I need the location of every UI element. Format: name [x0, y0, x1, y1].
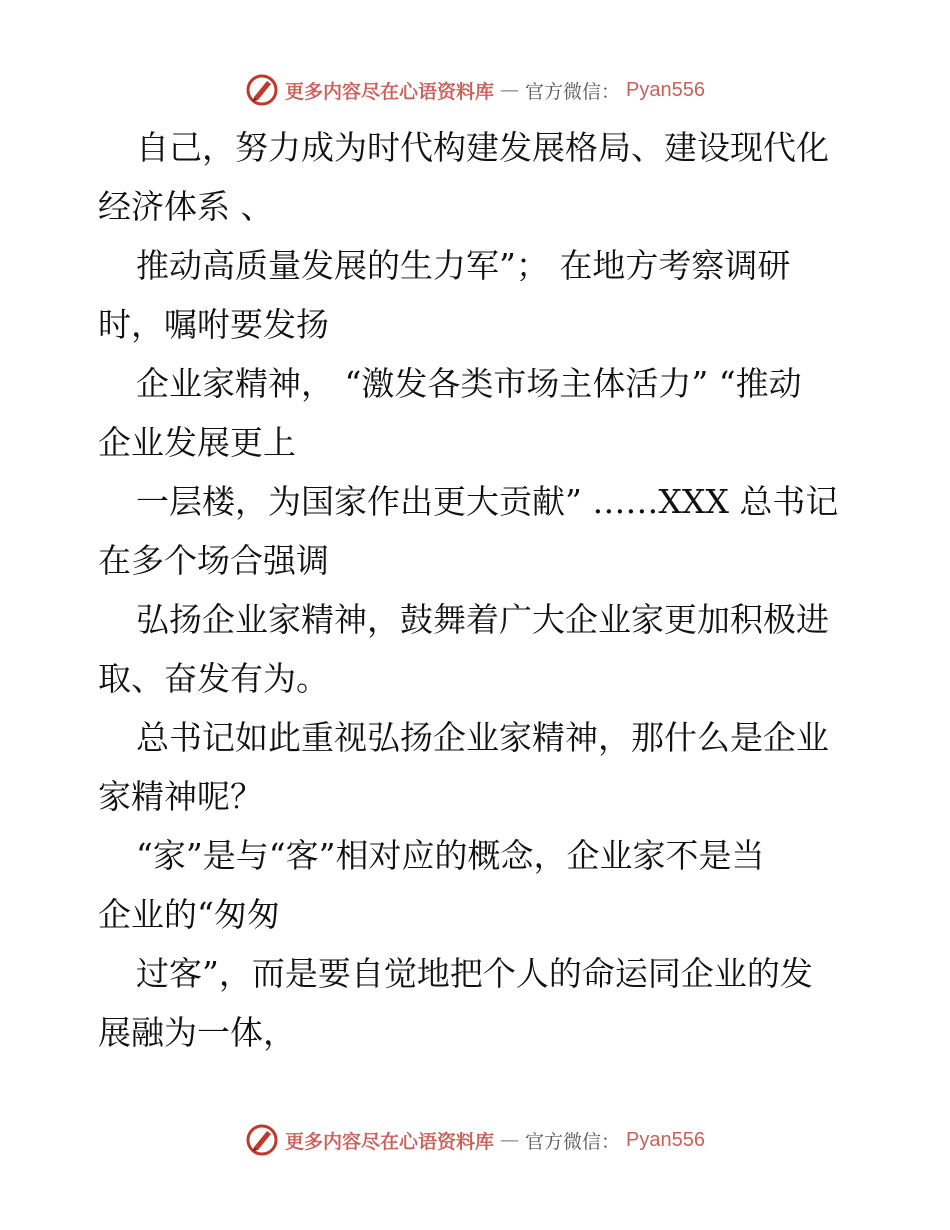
body-line: 企业家精神， “激发各类市场主体活力” “推动: [136, 364, 802, 403]
body-line: 企业的“匆匆: [98, 895, 280, 934]
watermark-text: 更多内容尽在心语资料库: [285, 1130, 495, 1153]
body-line: 自己，努力成为时代构建发展格局、建设现代化: [136, 128, 829, 167]
watermark-group: [245, 1123, 705, 1157]
body-line: 过客”，而是要自觉地把个人的命运同企业的发: [136, 954, 813, 993]
body-line: 企业发展更上: [98, 423, 296, 462]
body-line: 推动高质量发展的生力军”； 在地方考察调研: [136, 246, 791, 285]
body-line: 一层楼，为国家作出更大贡献” ……XXX 总书记: [136, 482, 839, 521]
watermark-separator: —: [500, 1129, 520, 1151]
body-line: 时，嘱咐要发扬: [98, 305, 329, 344]
body-text: [98, 118, 858, 1062]
pen-logo-icon: [245, 1123, 279, 1157]
body-line: “家”是与“客”相对应的概念，企业家不是当: [136, 836, 765, 875]
header-watermark: [0, 70, 950, 110]
watermark-wechat-label: 官方微信：: [525, 80, 621, 103]
pen-logo-icon: [245, 73, 279, 107]
body-line: 展融为一体，: [98, 1013, 296, 1052]
watermark-separator: —: [500, 79, 520, 101]
body-line: 弘扬企业家精神，鼓舞着广大企业家更加积极进: [136, 600, 829, 639]
watermark-wechat-label: 官方微信：: [525, 1130, 621, 1153]
watermark-group: [245, 73, 705, 107]
footer-watermark: [0, 1120, 950, 1160]
body-line: 在多个场合强调: [98, 541, 329, 580]
watermark-wechat-id: Pyan556: [626, 1128, 705, 1151]
body-line: 总书记如此重视弘扬企业家精神，那什么是企业: [136, 718, 829, 757]
watermark-text: 更多内容尽在心语资料库: [285, 80, 495, 103]
watermark-wechat-id: Pyan556: [626, 78, 705, 101]
body-line: 经济体系 、: [98, 187, 274, 226]
body-line: 家精神呢？: [98, 777, 263, 816]
body-line: 取、奋发有为。: [98, 659, 329, 698]
